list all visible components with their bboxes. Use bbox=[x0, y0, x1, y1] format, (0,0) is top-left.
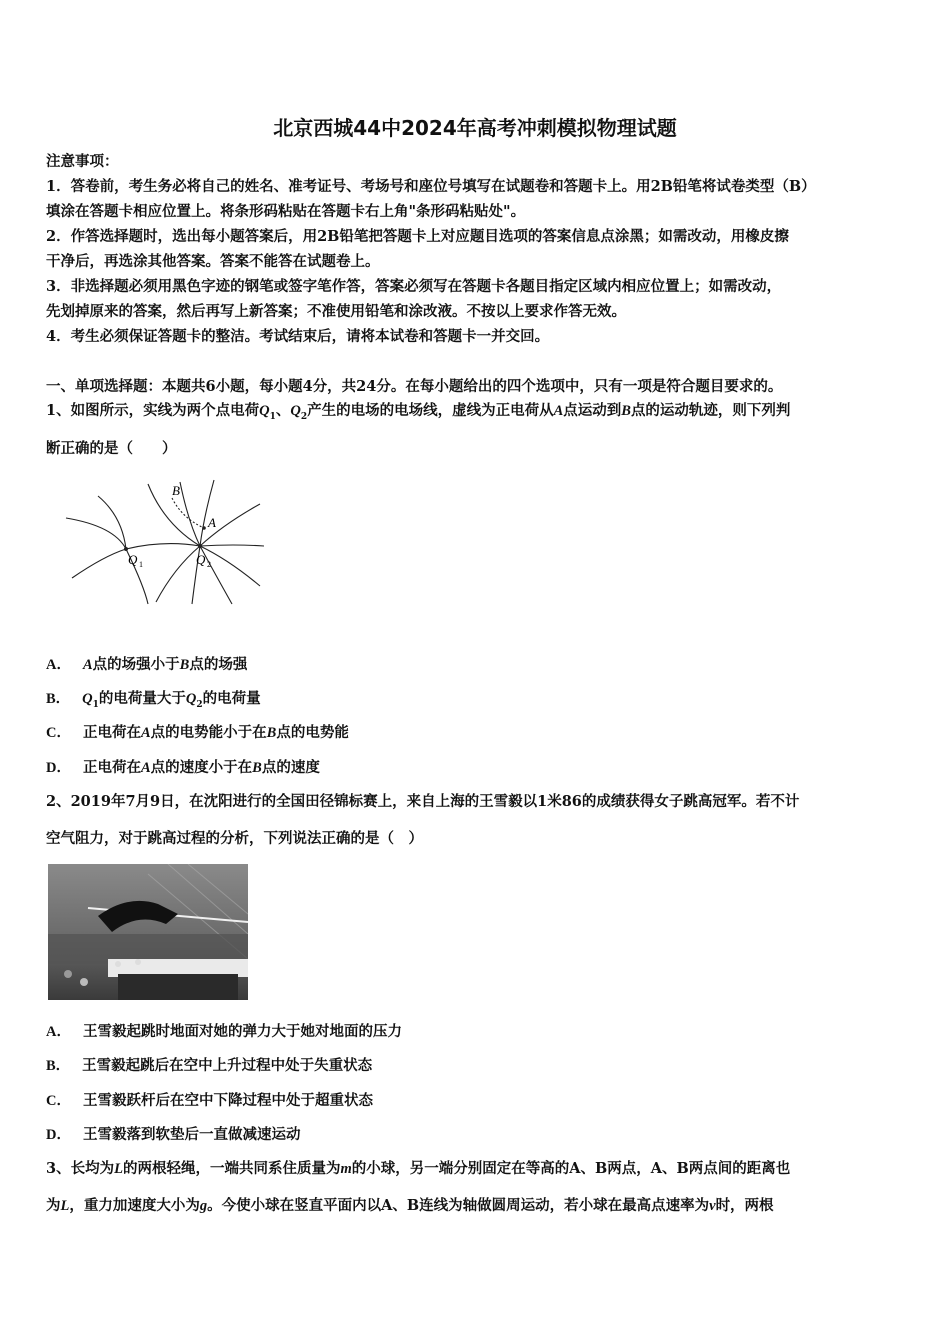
notice-line: 1．答卷前，考生务必将自己的姓名、准考证号、考场号和座位号填写在试题卷和答题卡上。用2B铅笔将试卷类型（B） bbox=[46, 178, 816, 195]
label-q2-sub: 2 bbox=[207, 560, 211, 569]
question-2-stem-cont: 空气阻力，对于跳高过程的分析，下列说法正确的是（ ） bbox=[46, 830, 423, 847]
question-3-stem: 3、长均为L的两根轻绳，一端共同系住质量为m的小球，另一端分别固定在等高的A、B两点，A、B两点间的距离也 bbox=[46, 1160, 791, 1177]
high-jump-photo bbox=[48, 864, 248, 1000]
label-a: A bbox=[208, 515, 216, 530]
page-title: 北京西城44中2024年高考冲刺模拟物理试题 bbox=[273, 116, 677, 140]
charge-q1-dot bbox=[124, 547, 128, 551]
question-1-stem-cont: 断正确的是（ ） bbox=[46, 440, 177, 457]
label-q1: Q bbox=[128, 552, 138, 567]
mat-base bbox=[118, 974, 238, 1000]
notice-line: 填涂在答题卡相应位置上。将条形码粘贴在答题卡右上角"条形码粘贴处"。 bbox=[46, 203, 526, 220]
question-1-stem: 1、如图所示，实线为两个点电荷$Q_1$、$Q_2$产生的电场的电场线，虚线为正电荷从A点运动到B点的运动轨迹，则下列判 bbox=[46, 402, 791, 422]
label-q1-sub: 1 bbox=[139, 560, 143, 569]
electric-field-diagram bbox=[64, 476, 264, 606]
question-1-option-c: C． 正电荷在A点的电势能小于在B点的电势能 bbox=[46, 724, 349, 741]
question-2-option-b: B． 王雪毅起跳后在空中上升过程中处于失重状态 bbox=[46, 1057, 373, 1074]
notice-line: 2．作答选择题时，选出每小题答案后，用2B铅笔把答题卡上对应题目选项的答案信息点涂黑；如需改动，用橡皮擦 bbox=[46, 228, 789, 245]
notice-heading: 注意事项： bbox=[46, 153, 119, 170]
field-line bbox=[126, 544, 200, 549]
field-line bbox=[66, 518, 126, 549]
notice-line: 3．非选择题必须用黑色字迹的钢笔或签字笔作答，答案必须写在答题卡各题目指定区域内相应位置上；如需改动， bbox=[46, 278, 782, 295]
charge-q2-dot bbox=[198, 544, 202, 548]
question-2-option-d: D． 王雪毅落到软垫后一直做减速运动 bbox=[46, 1126, 301, 1143]
notice-line: 先划掉原来的答案，然后再写上新答案；不准使用铅笔和涂改液。不按以上要求作答无效。 bbox=[46, 303, 626, 320]
notice-line: 4．考生必须保证答题卡的整洁。考试结束后，请将本试卷和答题卡一并交回。 bbox=[46, 328, 550, 345]
label-b: B bbox=[172, 483, 180, 498]
question-1-option-b: B． $Q_1$的电荷量大于$Q_2$的电荷量 bbox=[46, 690, 261, 710]
question-2-stem: 2、2019年7月9日，在沈阳进行的全国田径锦标赛上，来自上海的王雪毅以1米86的成绩获得女子跳高冠军。若不计 bbox=[46, 793, 800, 810]
question-2-option-a: A． 王雪毅起跳时地面对她的弹力大于她对地面的压力 bbox=[46, 1023, 402, 1040]
point-a-dot bbox=[202, 526, 206, 530]
question-3-stem-cont: 为L，重力加速度大小为g。今使小球在竖直平面内以A、B连线为轴做圆周运动，若小球在最高点速率为v时，两根 bbox=[46, 1197, 774, 1214]
field-line bbox=[98, 496, 126, 549]
question-2-option-c: C． 王雪毅跃杆后在空中下降过程中处于超重状态 bbox=[46, 1092, 373, 1109]
label-q2: Q bbox=[196, 552, 206, 567]
field-line bbox=[200, 545, 264, 546]
section-heading: 一、单项选择题：本题共6小题，每小题4分，共24分。在每小题给出的四个选项中，只有一项是符合题目要求的。 bbox=[46, 378, 783, 395]
notice-line: 干净后，再选涂其他答案。答案不能答在试题卷上。 bbox=[46, 253, 380, 270]
question-1-option-d: D． 正电荷在A点的速度小于在B点的速度 bbox=[46, 759, 320, 776]
question-1-option-a: A． A点的场强小于B点的场强 bbox=[46, 656, 248, 673]
field-line bbox=[180, 482, 200, 546]
field-line bbox=[72, 549, 126, 578]
